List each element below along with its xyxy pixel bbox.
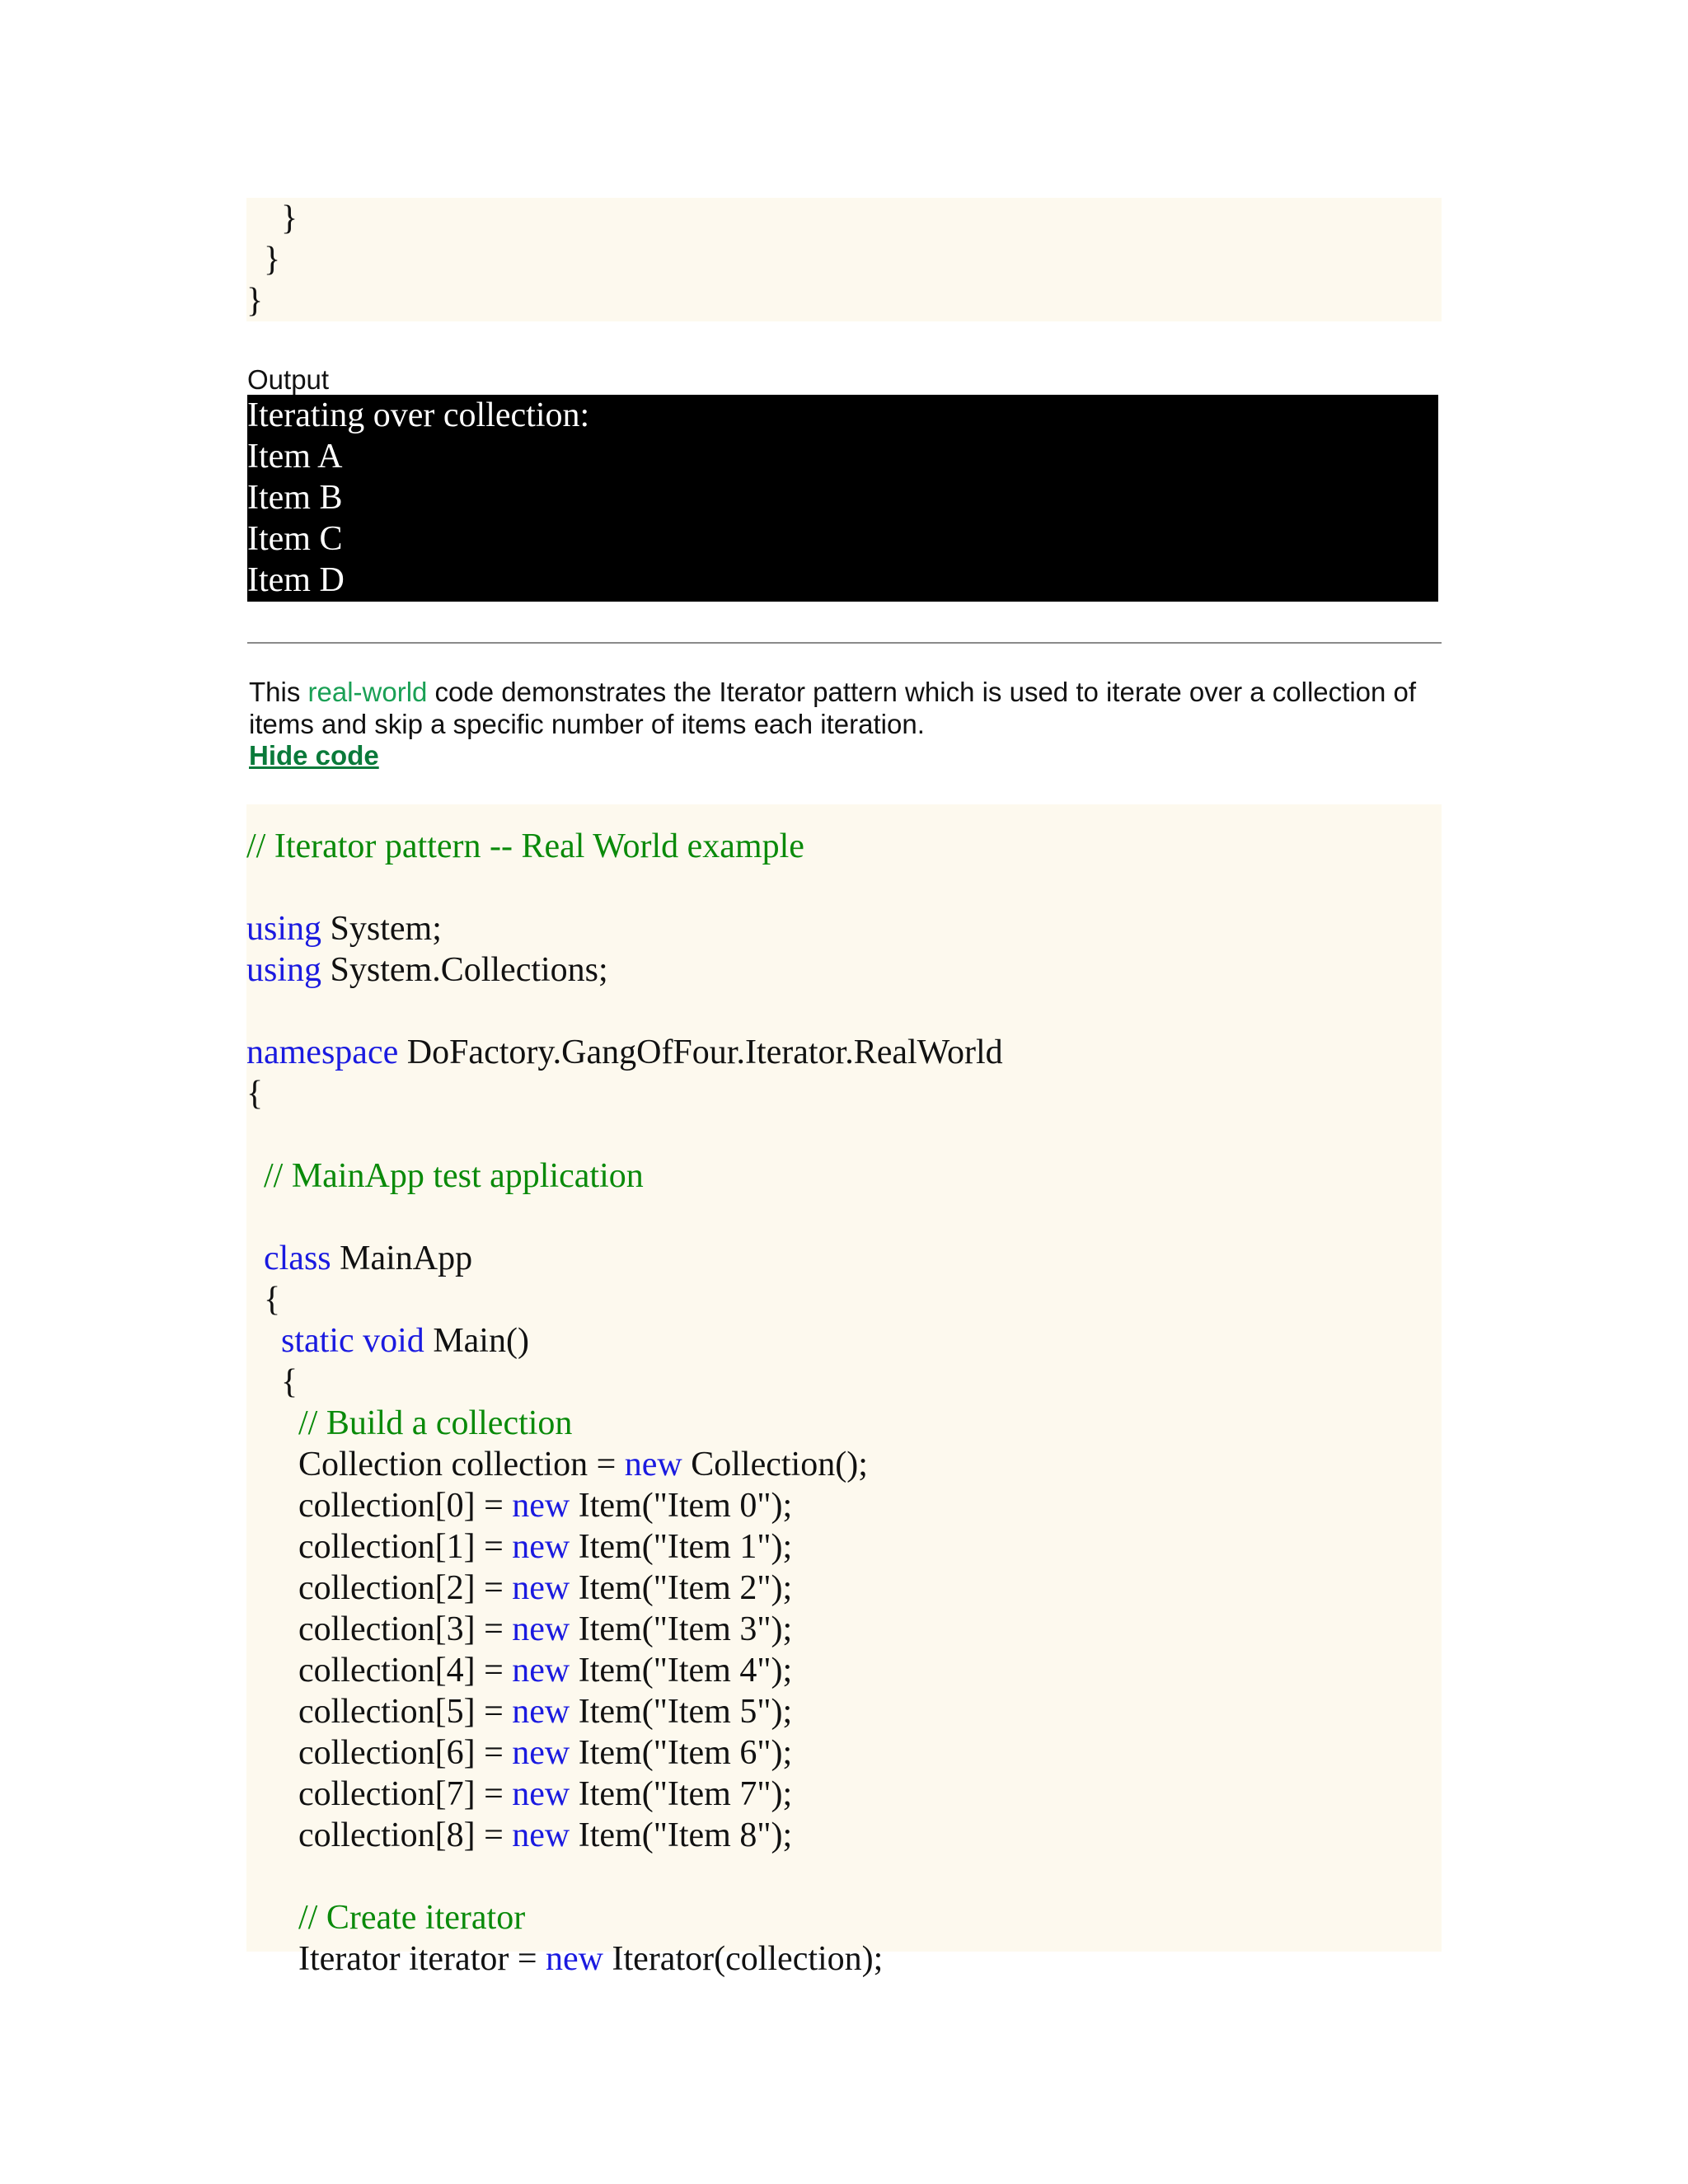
code-line-assignment: [246, 1485, 1442, 1526]
code-text: DoFactory.GangOfFour.Iterator.RealWorld: [398, 1033, 1003, 1071]
code-text: collection[7] =: [246, 1775, 513, 1813]
code-line-collection-decl: [246, 1444, 1442, 1485]
code-comment: // Create iterator: [246, 1899, 526, 1937]
code-text: Iterator iterator =: [246, 1940, 546, 1978]
code-line-assignment: [246, 1526, 1442, 1568]
code-blank-line: [246, 991, 1442, 1032]
keyword: new: [624, 1446, 682, 1483]
code-text: collection[4] =: [246, 1652, 513, 1690]
code-text: collection[2] =: [246, 1569, 513, 1607]
hide-code-link[interactable]: Hide code: [249, 740, 379, 771]
keyword: new: [512, 1775, 570, 1813]
code-block-real-world: [246, 804, 1442, 1978]
output-console: [247, 395, 1438, 602]
code-text: Item("Item 3");: [570, 1610, 793, 1648]
example-description: [249, 676, 1452, 740]
code-line: }: [246, 199, 298, 237]
code-line-assignment: [246, 1774, 1442, 1815]
code-line-brace: {: [246, 1075, 264, 1113]
code-blank-line: [246, 1197, 1442, 1238]
code-comment: // Iterator pattern -- Real World example: [246, 827, 804, 865]
code-text: Item("Item 1");: [570, 1528, 793, 1566]
code-indent: [246, 1240, 264, 1277]
code-line: }: [246, 282, 264, 320]
real-world-highlight: real-world: [307, 677, 428, 707]
code-blank-line: [246, 1856, 1442, 1897]
code-snippet-tail: [246, 198, 1442, 321]
section-divider: [247, 642, 1442, 644]
code-text: Item("Item 5");: [570, 1693, 793, 1731]
keyword: using: [246, 910, 322, 948]
code-text: Item("Item 7");: [570, 1775, 793, 1813]
code-indent: [246, 1322, 281, 1360]
code-line-assignment: [246, 1568, 1442, 1609]
keyword: namespace: [246, 1033, 399, 1071]
keyword: new: [512, 1816, 570, 1854]
keyword: new: [546, 1940, 604, 1978]
code-line-assignment: [246, 1609, 1442, 1650]
code-comment: // MainApp test application: [246, 1157, 644, 1195]
code-comment: // Build a collection: [246, 1404, 573, 1442]
code-blank-line: [246, 867, 1442, 908]
keyword: new: [512, 1610, 570, 1648]
keyword: new: [512, 1569, 570, 1607]
code-text: Item("Item 4");: [570, 1652, 793, 1690]
code-line-brace: {: [246, 1363, 298, 1401]
code-text: System.Collections;: [321, 951, 608, 989]
code-line-using-collections: [246, 949, 1442, 991]
code-text: Collection collection =: [246, 1446, 625, 1483]
code-text: System;: [321, 910, 442, 948]
code-line-assignment: [246, 1732, 1442, 1774]
keyword: new: [512, 1693, 570, 1731]
code-text: Iterator(collection);: [603, 1940, 884, 1978]
code-text: collection[8] =: [246, 1816, 513, 1854]
code-text: Item("Item 0");: [570, 1487, 793, 1525]
description-prefix: This: [249, 677, 308, 707]
keyword: class: [264, 1240, 331, 1277]
code-line-assignment: [246, 1650, 1442, 1691]
code-line-assignment: [246, 1691, 1442, 1732]
keyword: new: [512, 1487, 570, 1525]
code-line-namespace: [246, 1032, 1442, 1073]
output-line: Iterating over collection:: [247, 396, 590, 434]
code-line-method: [246, 1320, 1442, 1361]
output-line: Item A: [247, 438, 343, 476]
code-text: MainApp: [331, 1240, 473, 1277]
code-text: collection[6] =: [246, 1734, 513, 1772]
code-line-assignment: [246, 1815, 1442, 1856]
code-text: Item("Item 2");: [570, 1569, 793, 1607]
code-line-brace: {: [246, 1281, 281, 1319]
code-line-class: [246, 1238, 1442, 1279]
keyword: using: [246, 951, 322, 989]
code-line-iterator-decl: [246, 1938, 1442, 1980]
output-line: Item B: [247, 479, 343, 517]
keyword: new: [512, 1528, 570, 1566]
code-text: collection[1] =: [246, 1528, 513, 1566]
output-label: Output: [247, 364, 330, 395]
output-line: Item D: [247, 561, 345, 599]
output-line: Item C: [247, 520, 343, 558]
code-text: collection[3] =: [246, 1610, 513, 1648]
code-text: Collection();: [682, 1446, 868, 1483]
code-text: collection[5] =: [246, 1693, 513, 1731]
keyword: new: [512, 1652, 570, 1690]
code-line: }: [246, 241, 281, 279]
code-blank-line: [246, 1114, 1442, 1155]
code-line-using-system: [246, 908, 1442, 949]
keyword: static void: [281, 1322, 424, 1360]
code-text: Item("Item 8");: [570, 1816, 793, 1854]
code-text: Main(): [424, 1322, 529, 1360]
keyword: new: [512, 1734, 570, 1772]
code-text: collection[0] =: [246, 1487, 513, 1525]
code-text: Item("Item 6");: [570, 1734, 793, 1772]
description-suffix: code demonstrates the Iterator pattern which is used to iterate over a collection of items and skip a specific number of items each iteration.: [249, 677, 1417, 739]
